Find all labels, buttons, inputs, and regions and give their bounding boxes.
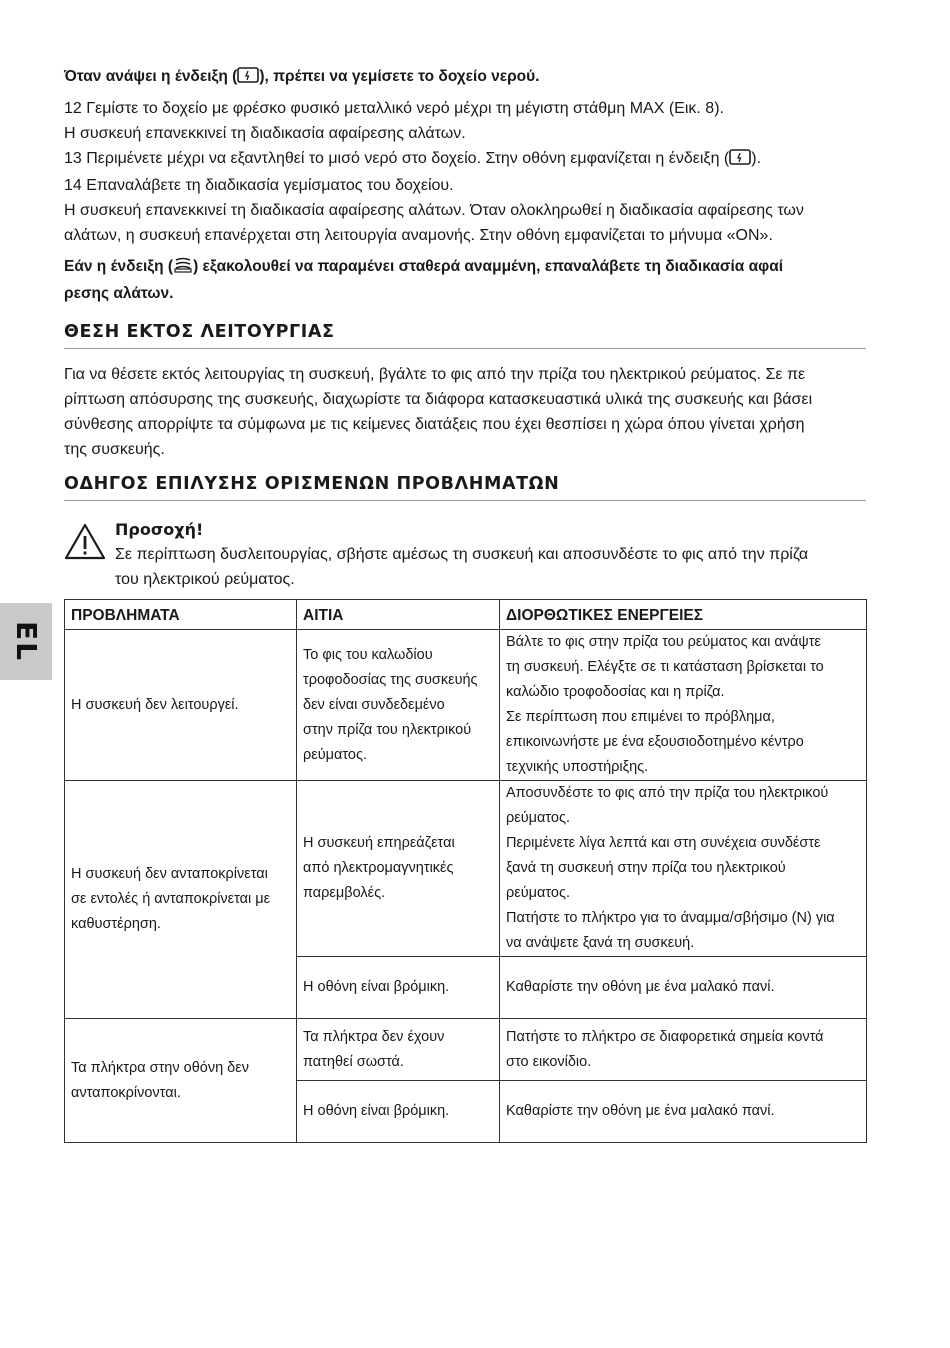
- step-13: [64, 146, 866, 173]
- warning-triangle-icon: [64, 523, 104, 563]
- descale-icon: [173, 256, 193, 281]
- steps-block: [64, 96, 866, 248]
- action-line: επικοινωνήστε με ένα εξουσιοδοτημένο κέντρο: [506, 734, 804, 750]
- header-cause: ΑΙΤΙΑ: [297, 600, 500, 630]
- cause-line: Το φις του καλωδίου: [303, 646, 433, 663]
- action-cell: [500, 781, 867, 957]
- table-row: [65, 781, 867, 957]
- cause-line: Τα πλήκτρα δεν έχουν: [303, 1028, 445, 1045]
- water-tank-icon: [237, 66, 259, 91]
- warning-block: [115, 518, 866, 592]
- warning-line-2: του ηλεκτρικού ρεύματος.: [115, 571, 295, 588]
- cause-line: πατηθεί σωστά.: [303, 1053, 404, 1070]
- action-cell: [500, 630, 867, 781]
- cause-cell: Η οθόνη είναι βρόμικη.: [297, 957, 500, 1019]
- action-cell: [500, 1019, 867, 1081]
- step-14-note-2: αλάτων, η συσκευή επανέρχεται στη λειτουργία αναμονής. Στην οθόνη εμφανίζεται το μήνυμα «ON».: [64, 227, 773, 244]
- action-line: Περιμένετε λίγα λεπτά και στη συνέχεια συνδέστε: [506, 835, 821, 851]
- action-line: ρεύματος.: [506, 885, 570, 901]
- action-line: Σε περίπτωση που επιμένει το πρόβλημα,: [506, 709, 775, 725]
- action-line: Αποσυνδέστε το φις από την πρίζα του ηλεκτρικού: [506, 785, 829, 801]
- step-14: 14 Επαναλάβετε τη διαδικασία γεμίσματος του δοχείου.: [64, 177, 454, 194]
- shutdown-paragraph: [64, 362, 866, 462]
- action-line: καλώδιο τροφοδοσίας και η πρίζα.: [506, 684, 725, 700]
- refill-notice-text-a: Όταν ανάψει η ένδειξη (: [64, 68, 238, 85]
- action-line: στο εικονίδιο.: [506, 1053, 592, 1070]
- troubleshooting-table: [64, 599, 867, 1143]
- action-line: τεχνικής υποστήριξης.: [506, 759, 649, 775]
- table-row: [65, 1019, 867, 1081]
- action-cell: Καθαρίστε την οθόνη με ένα μαλακό πανί.: [500, 957, 867, 1019]
- warning-line-1: Σε περίπτωση δυσλειτουργίας, σβήστε αμέσως τη συσκευή και αποσυνδέστε το φις από την πρίζα: [115, 546, 809, 563]
- shutdown-line-2: ρίπτωση απόσυρσης της συσκευής, διαχωρίστε τα διάφορα κατασκευαστικά υλικά της συσκευής και βάσει: [64, 391, 813, 408]
- cause-line: από ηλεκτρομαγνητικές: [303, 860, 454, 876]
- problem-cell: [65, 1019, 297, 1143]
- cause-cell: [297, 781, 500, 957]
- cause-line: παρεμβολές.: [303, 885, 386, 901]
- table-header-row: [65, 600, 867, 630]
- shutdown-line-4: της συσκευής.: [64, 441, 165, 458]
- descale-note-text-b: ) εξακολουθεί να παραμένει σταθερά αναμμένη, επαναλάβετε τη διαδικασία αφαί: [193, 258, 784, 275]
- problem-line: Τα πλήκτρα στην οθόνη δεν: [71, 1059, 249, 1076]
- table-row: [65, 630, 867, 781]
- cause-cell: Η οθόνη είναι βρόμικη.: [297, 1081, 500, 1143]
- cause-line: Η συσκευή επηρεάζεται: [303, 835, 455, 851]
- action-line: Πατήστε το πλήκτρο για το άναμμα/σβήσιμο (N) για: [506, 910, 835, 926]
- action-line: τη συσκευή. Ελέγξτε σε τι κατάσταση βρίσκεται το: [506, 659, 824, 675]
- header-actions: ΔΙΟΡΘΩΤΙΚΕΣ ΕΝΕΡΓΕΙΕΣ: [500, 600, 867, 630]
- descale-note-text-a: Εάν η ένδειξη (: [64, 258, 174, 275]
- problem-line: σε εντολές ή ανταποκρίνεται με: [71, 891, 271, 907]
- action-line: να ανάψετε ξανά τη συσκευή.: [506, 935, 695, 951]
- cause-line: δεν είναι συνδεδεμένο: [303, 696, 445, 713]
- warning-title: Προσοχή!: [115, 520, 204, 539]
- water-tank-icon: [729, 148, 751, 173]
- cause-line: στην πρίζα του ηλεκτρικού: [303, 721, 472, 738]
- language-tab-label: EL: [9, 621, 43, 662]
- header-problems: ΠΡΟΒΛΗΜΑΤΑ: [65, 600, 297, 630]
- descale-note-line-1: [64, 254, 866, 281]
- step-14-note-1: Η συσκευή επανεκκινεί τη διαδικασία αφαίρεσης αλάτων. Όταν ολοκληρωθεί η διαδικασία αφαίρεσης των: [64, 202, 804, 219]
- cause-cell: [297, 630, 500, 781]
- step-12: 12 Γεμίστε το δοχείο με φρέσκο φυσικό μεταλλικό νερό μέχρι τη μέγιστη στάθμη MAX (Εικ. 8).: [64, 100, 724, 117]
- action-line: Πατήστε το πλήκτρο σε διαφορετικά σημεία κοντά: [506, 1028, 824, 1045]
- action-line: Βάλτε το φις στην πρίζα του ρεύματος και ανάψτε: [506, 634, 821, 650]
- action-cell: Καθαρίστε την οθόνη με ένα μαλακό πανί.: [500, 1081, 867, 1143]
- problem-line: Η συσκευή δεν ανταποκρίνεται: [71, 866, 268, 882]
- cause-line: ρεύματος.: [303, 746, 367, 763]
- section-title-troubleshooting: ΟΔΗΓΟΣ ΕΠΙΛΥΣΗΣ ΟΡΙΣΜΕΝΩΝ ΠΡΟΒΛΗΜΑΤΩΝ: [64, 474, 866, 501]
- cause-cell: [297, 1019, 500, 1081]
- descale-note-line-2: ρεσης αλάτων.: [64, 285, 174, 302]
- problem-cell: [65, 781, 297, 1019]
- step-12-note: Η συσκευή επανεκκινεί τη διαδικασία αφαίρεσης αλάτων.: [64, 125, 466, 142]
- refill-notice: [64, 64, 539, 91]
- action-line: ξανά τη συσκευή στην πρίζα του ηλεκτρικού: [506, 860, 786, 876]
- cause-line: τροφοδοσίας της συσκευής: [303, 671, 478, 688]
- action-line: ρεύματος.: [506, 810, 570, 826]
- shutdown-line-3: σύνθεσης απορρίψτε τα σύμφωνα με τις κείμενες διατάξεις που έχει θεσπίσει η χώρα όπου γίνεται χρήση: [64, 416, 805, 433]
- step-13-text-b: ).: [751, 150, 762, 167]
- shutdown-line-1: Για να θέσετε εκτός λειτουργίας τη συσκευή, βγάλτε το φις από την πρίζα του ηλεκτρικού ρεύματος. Σε πε: [64, 366, 806, 383]
- problem-line: ανταποκρίνονται.: [71, 1084, 181, 1101]
- problem-cell: Η συσκευή δεν λειτουργεί.: [65, 630, 297, 781]
- descale-note: [64, 254, 866, 306]
- step-13-text-a: 13 Περιμένετε μέχρι να εξαντληθεί το μισό νερό στο δοχείο. Στην οθόνη εμφανίζεται η ένδειξη (: [64, 150, 730, 167]
- language-tab: [0, 603, 52, 680]
- section-title-shutdown: ΘΕΣΗ ΕΚΤΟΣ ΛΕΙΤΟΥΡΓΙΑΣ: [64, 322, 866, 349]
- problem-line: καθυστέρηση.: [71, 916, 161, 932]
- refill-notice-text-b: ), πρέπει να γεμίσετε το δοχείο νερού.: [259, 68, 540, 85]
